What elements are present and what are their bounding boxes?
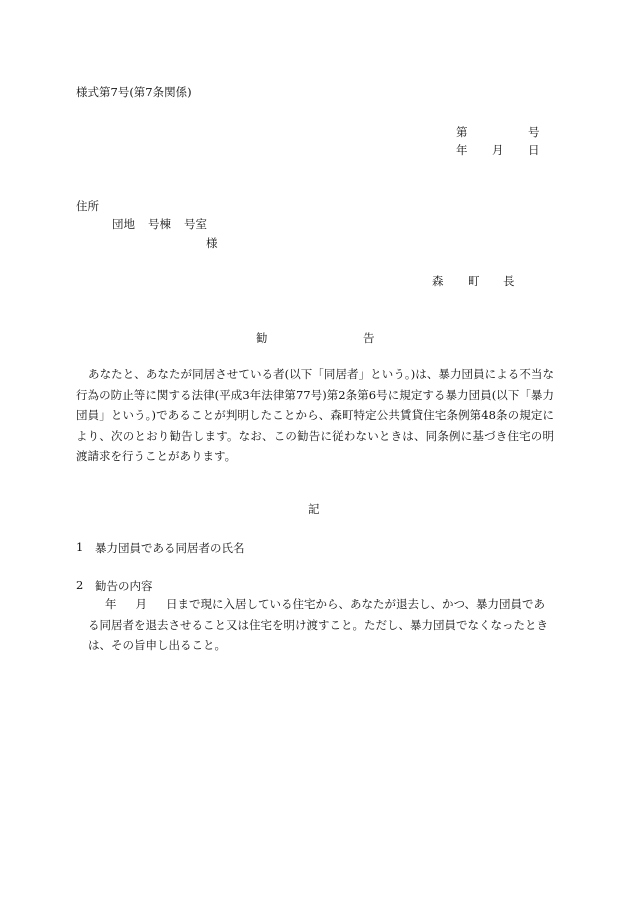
ki-label: 記 bbox=[308, 502, 320, 516]
issuer-char-2: 町 bbox=[468, 274, 480, 288]
date-day: 日 bbox=[528, 143, 540, 157]
body-paragraph: あなたと、あなたが同居させている者(以下「同居者」という。)は、暴力団員による不当な行為の防止等に関する法律(平成3年法律第77号)第2条第6号に規定する暴力団員(以下「暴力団員」という。)であることが判明したことから、森町特定公共賃貸住宅条例第48条の規定により、次のとおり勧告します。なお、この勧告に従わないときは、同条例に基づき住宅の明渡請求を行うことがあります。 bbox=[76, 367, 554, 463]
item-1-number: 1 bbox=[76, 540, 84, 554]
title-char-2: 告 bbox=[363, 331, 375, 345]
item-2-body bbox=[88, 594, 553, 656]
address-goshitsu: 号室 bbox=[184, 217, 207, 231]
form-label: 様式第7号(第7条関係) bbox=[76, 85, 192, 99]
address-danchi: 団地 bbox=[112, 217, 135, 231]
date-year: 年 bbox=[456, 143, 468, 157]
item-2-heading: 勧告の内容 bbox=[95, 579, 153, 593]
issuer-char-1: 森 bbox=[432, 274, 444, 288]
doc-number-suffix: 号 bbox=[528, 125, 540, 139]
item-1-heading: 暴力団員である同居者の氏名 bbox=[95, 541, 245, 555]
title-char-1: 勧 bbox=[256, 331, 268, 345]
issuer-char-3: 長 bbox=[503, 274, 515, 288]
item-2-month: 月 bbox=[135, 597, 147, 611]
item-2-year: 年 bbox=[105, 597, 117, 611]
date-month: 月 bbox=[492, 143, 504, 157]
item-2-body-text: 日まで現に入居している住宅から、あなたが退去し、かつ、暴力団員である同居者を退去させること又は住宅を明け渡すこと。ただし、暴力団員でなくなったときは、その旨申し出ること。 bbox=[88, 597, 548, 652]
address-honorific: 様 bbox=[206, 236, 218, 250]
address-goto: 号棟 bbox=[148, 217, 171, 231]
address-label: 住所 bbox=[76, 199, 99, 213]
item-2-number: 2 bbox=[76, 578, 84, 592]
doc-number-prefix: 第 bbox=[456, 125, 468, 139]
